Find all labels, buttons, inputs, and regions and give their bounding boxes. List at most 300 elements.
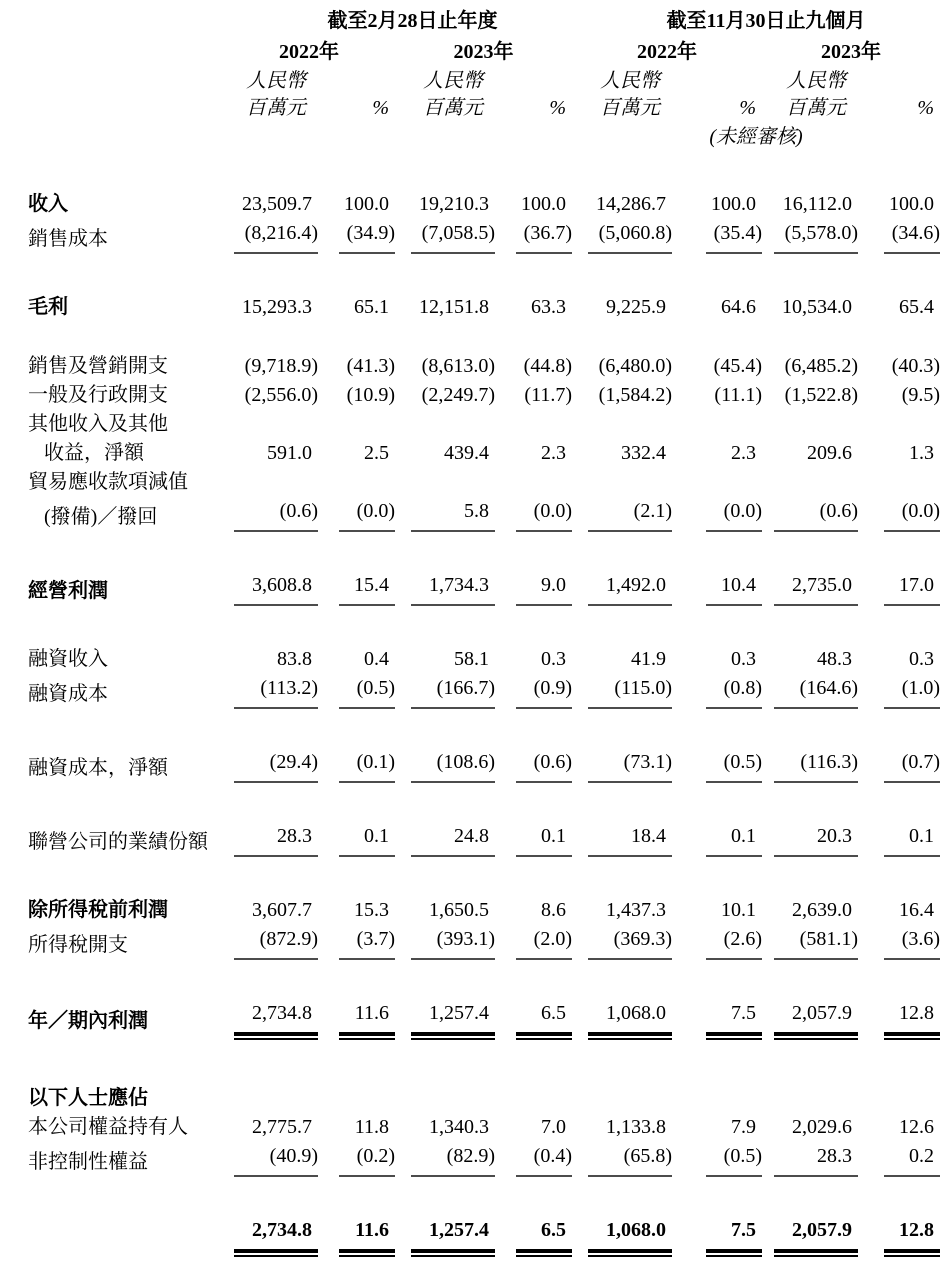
value: (0.0) — [339, 497, 395, 532]
value: (1.0) — [884, 674, 940, 709]
value: 2,734.8 — [234, 1216, 318, 1253]
value: (10.9) — [346, 384, 395, 406]
value: 11.6 — [339, 999, 395, 1036]
value-cell — [672, 497, 762, 541]
currency-label: 人民幣 — [423, 70, 483, 92]
row-label: (撥備)／撥回 — [44, 506, 158, 528]
value: (41.3) — [346, 355, 395, 377]
value-cell — [572, 866, 672, 925]
value: (115.0) — [588, 674, 672, 709]
value-cell — [395, 468, 495, 497]
value-cell — [858, 152, 940, 219]
value-cell — [223, 1050, 318, 1113]
value-cell — [223, 718, 318, 792]
value-cell — [672, 410, 762, 439]
value: 0.1 — [516, 822, 572, 857]
value-cell — [318, 381, 395, 410]
value: 20.3 — [774, 822, 858, 857]
unaudited-header-row — [28, 122, 940, 152]
row-label: 除所得稅前利潤 — [28, 899, 168, 921]
value: 1,257.4 — [411, 1216, 495, 1253]
value-cell — [672, 381, 762, 410]
value: 100.0 — [344, 193, 389, 215]
table-row — [28, 925, 940, 969]
year-header-nine-month-2022: 2022年 — [637, 41, 697, 63]
value-cell — [495, 263, 572, 322]
value-cell — [672, 219, 762, 263]
value-cell — [223, 1113, 318, 1142]
row-label: 收入 — [28, 193, 68, 215]
value-cell — [495, 410, 572, 439]
value: 83.8 — [277, 648, 312, 670]
unit-header-cell — [762, 94, 858, 122]
value: 11.6 — [339, 1216, 395, 1253]
value-cell — [395, 410, 495, 439]
value-cell — [672, 439, 762, 468]
value: 65.4 — [899, 296, 935, 318]
row-label: 年／期內利潤 — [28, 1010, 148, 1032]
value: (29.4) — [234, 748, 318, 783]
value-cell — [858, 263, 940, 322]
table-row — [28, 866, 940, 925]
value-cell — [858, 1186, 940, 1267]
value: 10,534.0 — [782, 296, 852, 318]
value-cell — [762, 1142, 858, 1186]
percent-header-cell — [495, 94, 572, 122]
value-cell — [672, 1113, 762, 1142]
value-cell — [762, 219, 858, 263]
value: 7.5 — [706, 1216, 762, 1253]
value: (0.6) — [234, 497, 318, 532]
value: 2,029.6 — [792, 1116, 852, 1138]
value-cell — [318, 674, 395, 718]
value-cell — [762, 381, 858, 410]
value: (581.1) — [774, 925, 858, 960]
value-cell — [572, 1050, 672, 1113]
value: 16,112.0 — [782, 193, 852, 215]
row-label: 銷售及營銷開支 — [28, 355, 168, 377]
value-cell — [858, 925, 940, 969]
value-cell — [395, 1142, 495, 1186]
value-cell — [762, 615, 858, 674]
value-cell — [672, 322, 762, 381]
value: 17.0 — [884, 571, 940, 606]
value-cell — [858, 674, 940, 718]
value: (164.6) — [774, 674, 858, 709]
value: 6.5 — [516, 1216, 572, 1253]
percent-label: % — [372, 97, 389, 119]
value-cell — [762, 866, 858, 925]
currency-header-row — [28, 68, 940, 94]
value: 63.3 — [531, 296, 566, 318]
value-cell — [223, 925, 318, 969]
value-cell — [572, 969, 672, 1050]
value-cell — [572, 219, 672, 263]
value-cell — [318, 410, 395, 439]
value-cell — [672, 541, 762, 615]
value-cell — [495, 1142, 572, 1186]
value-cell — [572, 410, 672, 439]
value: (0.5) — [706, 748, 762, 783]
value-cell — [762, 718, 858, 792]
value: 5.8 — [411, 497, 495, 532]
value-cell — [672, 615, 762, 674]
value: (0.6) — [774, 497, 858, 532]
value: (36.7) — [516, 219, 572, 254]
table-row — [28, 1186, 940, 1267]
value-cell — [572, 1142, 672, 1186]
value-cell — [223, 674, 318, 718]
value-cell — [318, 468, 395, 497]
value-cell — [495, 866, 572, 925]
value: 2.5 — [364, 442, 389, 464]
value-cell — [395, 322, 495, 381]
value: (3.7) — [339, 925, 395, 960]
value: (0.8) — [706, 674, 762, 709]
value: 6.5 — [516, 999, 572, 1036]
value: 1,133.8 — [606, 1116, 666, 1138]
value: 9.0 — [516, 571, 572, 606]
value-cell — [395, 1186, 495, 1267]
row-label: 所得稅開支 — [28, 934, 128, 956]
row-label: 融資收入 — [28, 648, 108, 670]
value-cell — [318, 1142, 395, 1186]
row-label: 銷售成本 — [28, 228, 108, 250]
value-cell — [858, 219, 940, 263]
period-annual-header: 截至2月28日止年度 — [327, 10, 498, 32]
currency-label: 人民幣 — [600, 70, 660, 92]
value: 1,340.3 — [429, 1116, 489, 1138]
value-cell — [762, 1186, 858, 1267]
value: (166.7) — [411, 674, 495, 709]
table-header — [28, 6, 940, 152]
value-cell — [672, 263, 762, 322]
table-row — [28, 1113, 940, 1142]
value: 1,257.4 — [411, 999, 495, 1036]
value: 8.6 — [541, 899, 566, 921]
value: 58.1 — [454, 648, 489, 670]
value-cell — [395, 969, 495, 1050]
currency-header-cell — [223, 68, 318, 94]
spacer-cell — [28, 94, 223, 122]
value: (40.3) — [891, 355, 941, 377]
value: 2,057.9 — [774, 999, 858, 1036]
value: 2.3 — [731, 442, 756, 464]
currency-header-cell — [395, 68, 495, 94]
table-row — [28, 468, 940, 497]
value-cell — [495, 322, 572, 381]
row-label: 收益，淨額 — [44, 442, 144, 464]
value-cell — [395, 615, 495, 674]
value: (35.4) — [706, 219, 762, 254]
value-cell — [318, 219, 395, 263]
table-row — [28, 1142, 940, 1186]
value: (73.1) — [588, 748, 672, 783]
spacer-cell — [28, 122, 572, 152]
row-label — [28, 1186, 223, 1267]
value-cell — [223, 1142, 318, 1186]
value: 1,068.0 — [588, 999, 672, 1036]
table-row — [28, 322, 940, 381]
value-cell — [572, 718, 672, 792]
row-label: 毛利 — [28, 296, 68, 318]
value: (65.8) — [588, 1142, 672, 1177]
value-cell — [858, 718, 940, 792]
value-cell — [318, 439, 395, 468]
value-cell — [495, 1113, 572, 1142]
value: 12.8 — [884, 1216, 940, 1253]
value-cell — [858, 1050, 940, 1113]
value: (1,584.2) — [598, 384, 672, 406]
value-cell — [395, 219, 495, 263]
value-cell — [318, 1113, 395, 1142]
value: 0.3 — [541, 648, 566, 670]
value: 7.0 — [541, 1116, 566, 1138]
value: 48.3 — [817, 648, 852, 670]
value-cell — [572, 1186, 672, 1267]
value-cell — [223, 152, 318, 219]
unit-header-cell — [572, 94, 672, 122]
percent-header-cell — [672, 94, 762, 122]
value-cell — [395, 541, 495, 615]
value-cell — [495, 219, 572, 263]
unit-header-cell — [395, 94, 495, 122]
value: (872.9) — [234, 925, 318, 960]
percent-header-cell — [318, 94, 395, 122]
value: (8,216.4) — [234, 219, 318, 254]
row-label: 融資成本，淨額 — [28, 757, 168, 779]
value-cell — [223, 322, 318, 381]
year-header-nine-month-2023: 2023年 — [821, 41, 882, 63]
value: 18.4 — [588, 822, 672, 857]
value: 1,068.0 — [588, 1216, 672, 1253]
table-row — [28, 541, 940, 615]
value-cell — [572, 925, 672, 969]
table-row — [28, 792, 940, 866]
value: 10.4 — [706, 571, 762, 606]
value: 15,293.3 — [242, 296, 312, 318]
value: 16.4 — [899, 899, 935, 921]
value-cell — [318, 541, 395, 615]
value-cell — [495, 1186, 572, 1267]
value: 7.9 — [731, 1116, 756, 1138]
value-cell — [672, 866, 762, 925]
value-cell — [495, 497, 572, 541]
value: (0.2) — [339, 1142, 395, 1177]
value-cell — [858, 1113, 940, 1142]
value-cell — [395, 497, 495, 541]
income-statement-table — [28, 6, 940, 1267]
value-cell — [395, 381, 495, 410]
value: (6,485.2) — [784, 355, 858, 377]
value-cell — [318, 322, 395, 381]
value-cell — [672, 468, 762, 497]
value: (108.6) — [411, 748, 495, 783]
value-cell — [572, 674, 672, 718]
value: 439.4 — [444, 442, 489, 464]
value-cell — [395, 925, 495, 969]
value-cell — [572, 468, 672, 497]
value: (1,522.8) — [784, 384, 858, 406]
period-nine-month-header: 截至11月30日止九個月 — [666, 10, 866, 32]
value: 100.0 — [889, 193, 935, 215]
value-cell — [672, 925, 762, 969]
value-cell — [572, 615, 672, 674]
value: 3,608.8 — [234, 571, 318, 606]
value-cell — [318, 263, 395, 322]
value: 28.3 — [774, 1142, 858, 1177]
value-cell — [762, 1113, 858, 1142]
unit-header-cell — [223, 94, 318, 122]
row-label: 非控制性權益 — [28, 1151, 148, 1173]
value: 2,734.8 — [234, 999, 318, 1036]
value: (2,249.7) — [421, 384, 495, 406]
value: 2,775.7 — [252, 1116, 312, 1138]
currency-label: 人民幣 — [246, 70, 306, 92]
row-label: 一般及行政開支 — [28, 384, 168, 406]
value-cell — [672, 1142, 762, 1186]
percent-header-cell — [858, 94, 940, 122]
value-cell — [572, 792, 672, 866]
value-cell — [395, 152, 495, 219]
value: (0.6) — [516, 748, 572, 783]
value: (0.0) — [706, 497, 762, 532]
value-cell — [318, 969, 395, 1050]
value: 2.3 — [541, 442, 566, 464]
value: (369.3) — [588, 925, 672, 960]
value-cell — [762, 541, 858, 615]
table-row — [28, 969, 940, 1050]
value: 0.1 — [706, 822, 762, 857]
value: (5,578.0) — [774, 219, 858, 254]
value-cell — [672, 969, 762, 1050]
value: 1,650.5 — [429, 899, 489, 921]
spacer-cell — [318, 68, 395, 94]
value-cell — [672, 1050, 762, 1113]
table-row — [28, 381, 940, 410]
value-cell — [223, 792, 318, 866]
percent-label: % — [739, 97, 756, 119]
value: (116.3) — [774, 748, 858, 783]
value: 12.8 — [884, 999, 940, 1036]
value-cell — [223, 615, 318, 674]
table-row — [28, 263, 940, 322]
row-label: 貿易應收款項減值 — [28, 471, 188, 493]
row-label: 經營利潤 — [28, 580, 108, 602]
value: 9,225.9 — [606, 296, 666, 318]
value: 0.3 — [731, 648, 756, 670]
value-cell — [762, 439, 858, 468]
value: (40.9) — [234, 1142, 318, 1177]
value-cell — [762, 322, 858, 381]
value-cell — [495, 1050, 572, 1113]
value: (3.6) — [884, 925, 940, 960]
value-cell — [223, 497, 318, 541]
value-cell — [672, 1186, 762, 1267]
value-cell — [762, 468, 858, 497]
table-row — [28, 152, 940, 219]
year-header-annual-2022: 2022年 — [279, 41, 339, 63]
value-cell — [858, 468, 940, 497]
value-cell — [318, 925, 395, 969]
value-cell — [495, 439, 572, 468]
value: 1,734.3 — [411, 571, 495, 606]
currency-label: 人民幣 — [786, 70, 846, 92]
value: (5,060.8) — [588, 219, 672, 254]
value-cell — [318, 718, 395, 792]
value-cell — [318, 152, 395, 219]
value: (34.6) — [884, 219, 940, 254]
value-cell — [672, 152, 762, 219]
value-cell — [318, 1050, 395, 1113]
value-cell — [395, 263, 495, 322]
value: 1,437.3 — [606, 899, 666, 921]
value: 24.8 — [411, 822, 495, 857]
row-label: 本公司權益持有人 — [28, 1116, 188, 1138]
value-cell — [395, 1050, 495, 1113]
unit-header-row — [28, 94, 940, 122]
value: 1.3 — [909, 442, 935, 464]
unit-label: 百萬元 — [246, 97, 306, 119]
value: 64.6 — [721, 296, 756, 318]
percent-label: % — [549, 97, 566, 119]
value-cell — [495, 615, 572, 674]
value-cell — [762, 152, 858, 219]
value-cell — [495, 674, 572, 718]
value: (0.9) — [516, 674, 572, 709]
value-cell — [395, 792, 495, 866]
value: (2.0) — [516, 925, 572, 960]
percent-label: % — [917, 97, 935, 119]
table-row — [28, 219, 940, 263]
value-cell — [572, 381, 672, 410]
value-cell — [858, 1142, 940, 1186]
value: 0.4 — [364, 648, 389, 670]
value: 209.6 — [807, 442, 852, 464]
value: (8,613.0) — [421, 355, 495, 377]
value-cell — [223, 263, 318, 322]
value-cell — [858, 381, 940, 410]
value: 0.2 — [884, 1142, 940, 1177]
value-cell — [858, 439, 940, 468]
value-cell — [318, 792, 395, 866]
value-cell — [495, 541, 572, 615]
value: (0.5) — [706, 1142, 762, 1177]
value: 11.8 — [354, 1116, 389, 1138]
table-row — [28, 410, 940, 439]
value-cell — [223, 1186, 318, 1267]
value: (9,718.9) — [244, 355, 318, 377]
currency-header-cell — [572, 68, 672, 94]
value: (0.1) — [339, 748, 395, 783]
value-cell — [572, 439, 672, 468]
value: 2,735.0 — [774, 571, 858, 606]
value: 0.3 — [909, 648, 935, 670]
value-cell — [223, 969, 318, 1050]
value-cell — [858, 969, 940, 1050]
spacer-cell — [858, 68, 940, 94]
row-label: 聯營公司的業績份額 — [28, 831, 208, 853]
value: 1,492.0 — [588, 571, 672, 606]
value-cell — [762, 792, 858, 866]
row-label: 其他收入及其他 — [28, 413, 168, 435]
value: (0.4) — [516, 1142, 572, 1177]
value: (45.4) — [713, 355, 762, 377]
value: (393.1) — [411, 925, 495, 960]
value-cell — [858, 792, 940, 866]
unit-label: 百萬元 — [423, 97, 483, 119]
value-cell — [762, 969, 858, 1050]
